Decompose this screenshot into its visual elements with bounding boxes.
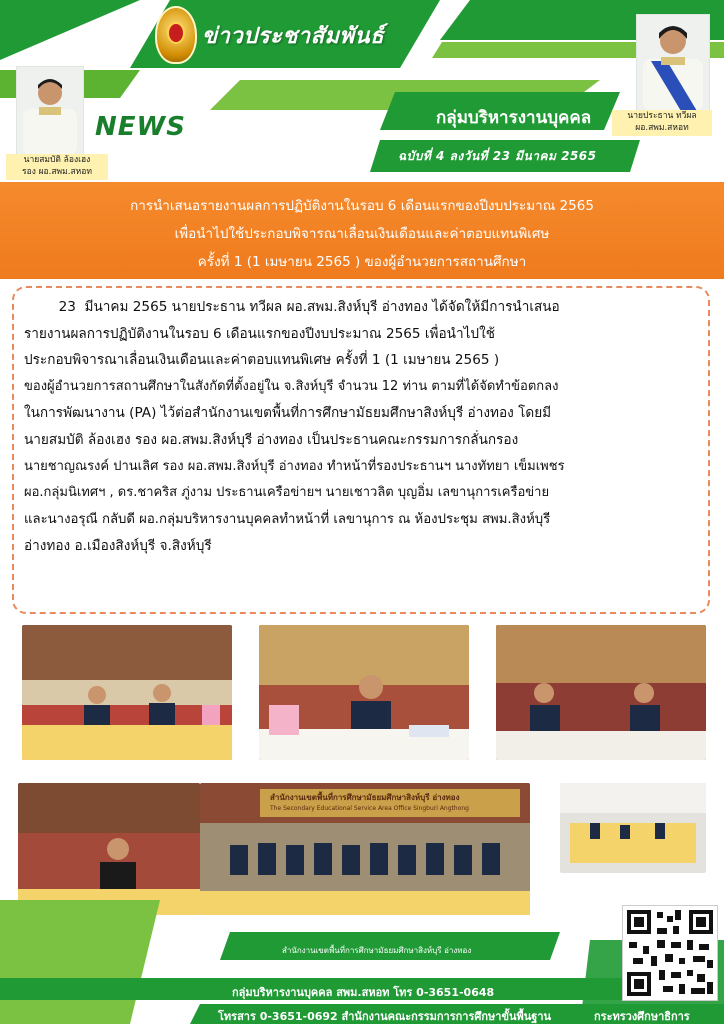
article-line: รายงานผลการปฏิบัติงานในรอบ 6 เดือนแรกของปีงบประมาณ 2565 เพื่อนำไปใช้ [24, 325, 495, 342]
group-photo [200, 783, 530, 915]
footer-office: สำนักงานเขตพื้นที่การศึกษามัธยมศึกษาสิงห์บุรี อ่างทอง [282, 946, 472, 955]
article-body [24, 294, 700, 560]
director-caption [612, 110, 712, 136]
deputy-director-role: รอง ผอ.สพม.สหอท [22, 167, 92, 177]
article-line: นายสมบัติ ล้องเฮง รอง ผอ.สพม.สิงห์บุรี อ่างทอง เป็นประธานคณะกรรมการกลั่นกรอง [24, 431, 519, 448]
article-line: และนางอรุณี กลับดี ผอ.กลุ่มบริหารงานบุคคลทำหน้าที่ เลขานุการ ณ ห้องประชุม สพม.สิงห์บุรี [24, 511, 551, 527]
headline-line-1: การนำเสนอรายงานผลการปฏิบัติงานในรอบ 6 เดือนแรกของปีงบประมาณ 2565 [130, 198, 594, 214]
newsletter-title: ข่าวประชาสัมพันธ์ [202, 24, 385, 49]
issue-info: ฉบับที่ 4 ลงวันที่ 23 มีนาคม 2565 [398, 149, 597, 163]
news-label: NEWS [95, 112, 186, 142]
article-line: อ่างทอง อ.เมืองสิงห์บุรี จ.สิงห์บุรี [24, 538, 212, 555]
director-photo [636, 14, 710, 112]
article-line: 23 มีนาคม 2565 นายประธาน ทวีผล ผอ.สพม.สิงห์บุรี อ่างทอง ได้จัดให้มีการนำเสนอ [24, 299, 560, 315]
headline-line-3: ครั้งที่ 1 (1 เมษายน 2565 ) ของผู้อำนวยการสถานศึกษา [197, 254, 527, 270]
director-role: ผอ.สพม.สหอท [635, 123, 689, 133]
headline-line-2: เพื่อนำไปใช้ประกอบพิจารณาเลื่อนเงินเดือนและค่าตอบแทนพิเศษ [174, 226, 550, 242]
article-line: ประกอบพิจารณาเลื่อนเงินเดือนและค่าตอบแทนพิเศษ ครั้งที่ 1 (1 เมษายน 2565 ) [24, 352, 500, 369]
meeting-photo-4 [18, 783, 200, 915]
article-line: ผอ.กลุ่มนิเทศฯ , ดร.ชาคริส ภู่งาม ประธานเครือข่ายฯ นายเชาวลิต บุญอิ่ม เลขานุการเครือข่าย [24, 485, 550, 501]
article-line: ในการพัฒนางาน (PA) ไว้ต่อสำนักงานเขตพื้นที่การศึกษามัธยมศึกษาสิงห์บุรี อ่างทอง โดยมี [24, 405, 552, 422]
qr-code[interactable] [622, 905, 718, 1001]
meeting-photo-5 [560, 783, 706, 873]
article-box [12, 286, 710, 614]
deputy-director-photo [16, 66, 84, 156]
meeting-photo-1 [22, 625, 232, 760]
meeting-photo-3 [496, 625, 706, 760]
headline-banner [0, 182, 724, 279]
footer-contact-phone: กลุ่มบริหารงานบุคคล สพม.สหอท โทร 0-3651-0648 [232, 986, 495, 999]
department-name: กลุ่มบริหารงานบุคคล [436, 108, 592, 128]
footer-ministry: กระทรวงศึกษาธิการ [594, 1010, 690, 1023]
deputy-director-caption [6, 154, 108, 180]
deputy-director-name: นายสมบัติ ล้องเฮง [23, 155, 91, 165]
obec-logo [155, 6, 197, 64]
venue-sign-text-en: The Secondary Educational Service Area Office Singburi Angthong [270, 805, 469, 812]
meeting-photo-2 [259, 625, 469, 760]
footer-background [0, 900, 724, 1024]
director-name: นายประธาน ทวีผล [627, 111, 697, 121]
venue-sign-text: สำนักงานเขตพื้นที่การศึกษามัธยมศึกษาสิงห์บุรี อ่างทอง [270, 793, 460, 802]
footer-contact-fax: โทรสาร 0-3651-0692 สำนักงานคณะกรรมการการศึกษาขั้นพื้นฐาน [218, 1010, 552, 1023]
article-line: นายชาญณรงค์ ปานเลิศ รอง ผอ.สพม.สิงห์บุรี อ่างทอง ทำหน้าที่รองประธานฯ นางทัทยา เข็มเพชร [24, 458, 565, 474]
article-line: ของผู้อำนวยการสถานศึกษาในสังกัดที่ตั้งอยู่ใน จ.สิงห์บุรี จำนวน 12 ท่าน ตามที่ได้จัดทำข้อตกลง [24, 378, 559, 394]
